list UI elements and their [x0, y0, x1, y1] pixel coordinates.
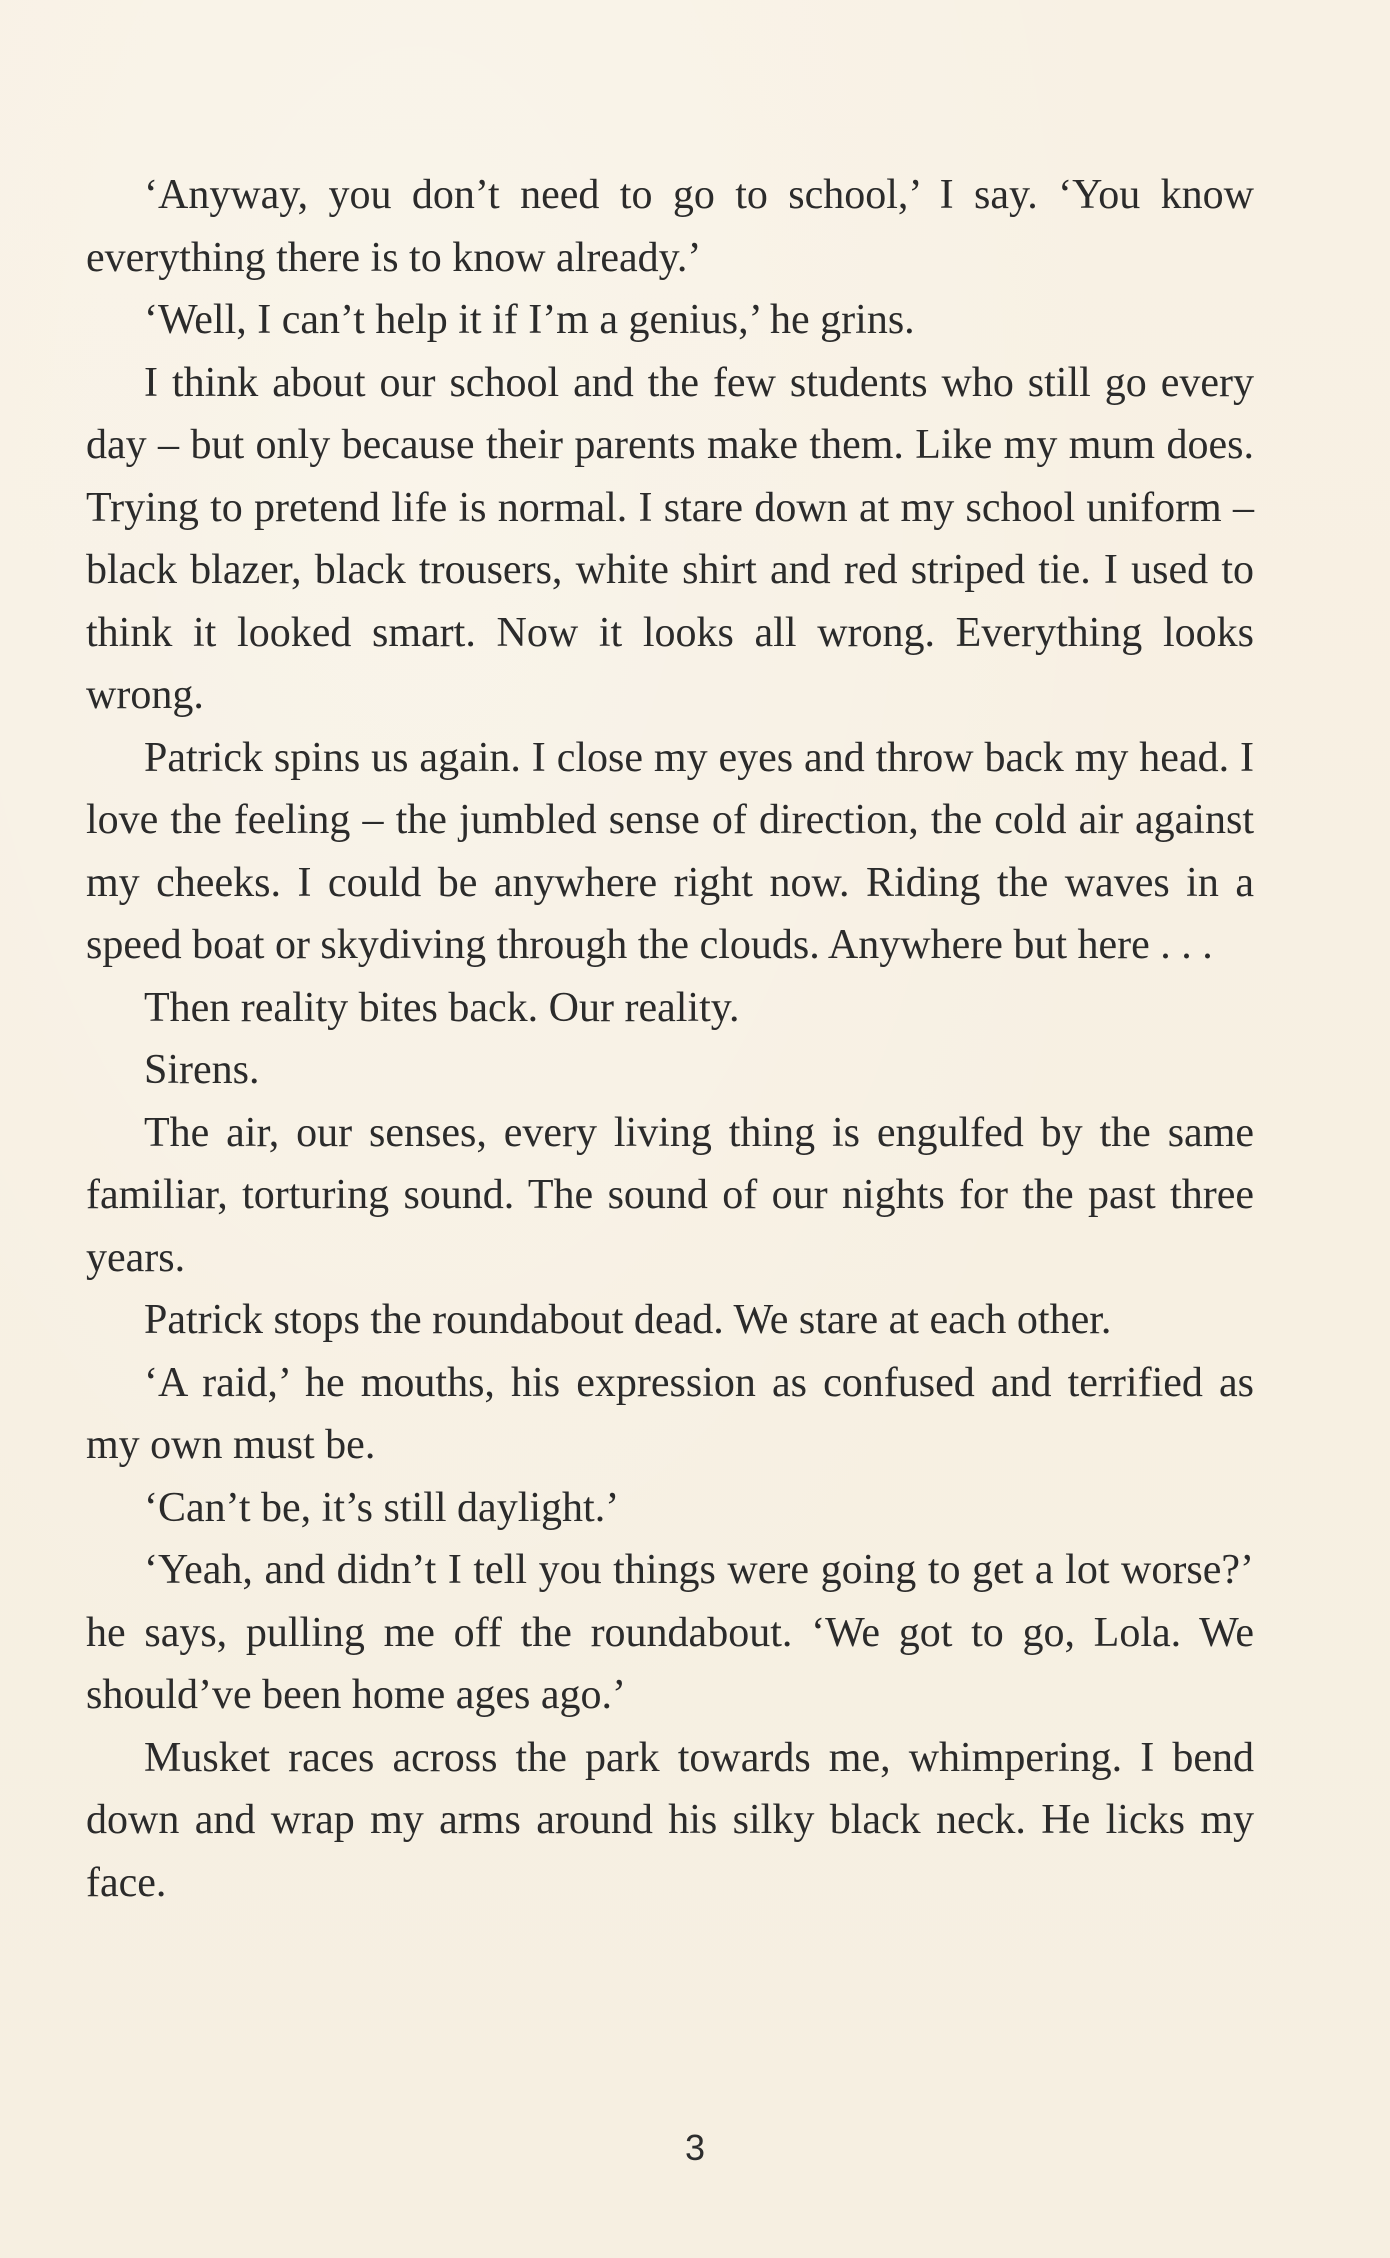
paragraph: Sirens.	[144, 1047, 260, 1093]
paragraph: Then reality bites back. Our reality.	[144, 984, 740, 1031]
paragraph: I think about our school and the few students who still go every day – but only because their parents make them. Like my mum does. Trying to pretend life is normal. I stare down at my school uniform – black blazer, black trousers, white shirt and red striped tie. I used to think it looked smart. Now it looks all wrong. Everything looks wrong.	[86, 359, 1254, 718]
paragraph: ‘Anyway, you don’t need to go to school,’ I say. ‘You know everything there is to know already.’	[86, 172, 1254, 281]
paragraph: Musket races across the park towards me, whimpering. I bend down and wrap my arms around his silky black neck. He licks my face.	[86, 1734, 1254, 1906]
paragraph: Patrick stops the roundabout dead. We stare at each other.	[144, 1297, 1112, 1343]
paragraph: ‘Well, I can’t help it if I’m a genius,’ he grins.	[144, 297, 915, 343]
paragraph: The air, our senses, every living thing is engulfed by the same familiar, torturing sound. The sound of our nights for the past three years.	[86, 1109, 1254, 1281]
paragraph: ‘A raid,’ he mouths, his expression as confused and terrified as my own must be.	[86, 1359, 1254, 1468]
paragraph: ‘Yeah, and didn’t I tell you things were going to get a lot worse?’ he says, pulling me off the roundabout. ‘We got to go, Lola. We should’ve been home ages ago.’	[86, 1547, 1254, 1718]
paragraph: Patrick spins us again. I close my eyes and throw back my head. I love the feeling – the jumbled sense of direction, the cold air against my cheeks. I could be anywhere right now. Riding the waves in a speed boat or skydiving through the clouds. Anywhere but here . . .	[86, 734, 1254, 968]
page-number: 3	[684, 2127, 706, 2168]
paragraph: ‘Can’t be, it’s still daylight.’	[144, 1484, 620, 1531]
body-text	[86, 164, 1254, 1914]
